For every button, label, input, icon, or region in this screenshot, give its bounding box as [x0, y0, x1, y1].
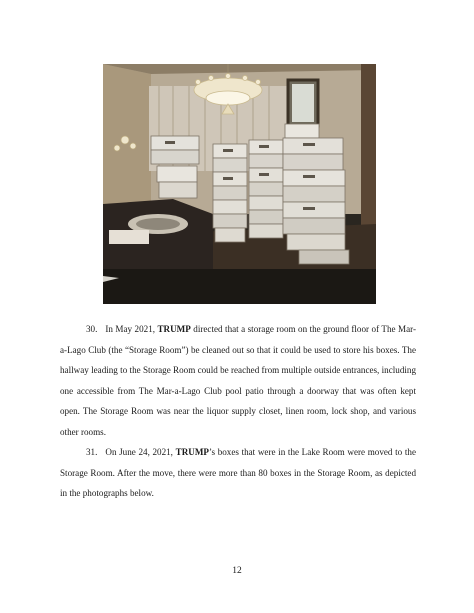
page-number: 12: [232, 566, 242, 576]
bold-name: TRUMP: [175, 447, 209, 457]
paragraph-text: directed that a storage room on the ground floor of The Mar-a-Lago Club (the “Storage Room”) be cleaned out so that it could be used to store his boxes. The hallway leading to the Storage Room could be reached from multiple outside entrances, including one accessible from The Mar-a-Lago Club pool patio through a doorway that was often kept open. The Storage Room was near the liquor supply closet, linen room, lock shop, and various other rooms.: [60, 324, 416, 437]
paragraph-text: On June 24, 2021,: [105, 447, 176, 457]
paragraph-31: [60, 442, 416, 504]
paragraph-text: ’s boxes that were in the Lake Room were moved to the Storage Room. After the move, there were more than 80 boxes in the Storage Room, as depicted in the photographs below.: [60, 447, 416, 499]
bold-name: TRUMP: [157, 324, 191, 334]
storage-room-photo: [103, 64, 376, 304]
paragraph-number: 31.: [86, 447, 98, 457]
storage-room-photo-image: [103, 64, 376, 304]
paragraph-number: 30.: [86, 324, 98, 334]
paragraph-30: [60, 319, 416, 443]
paragraph-text: In May 2021,: [105, 324, 158, 334]
